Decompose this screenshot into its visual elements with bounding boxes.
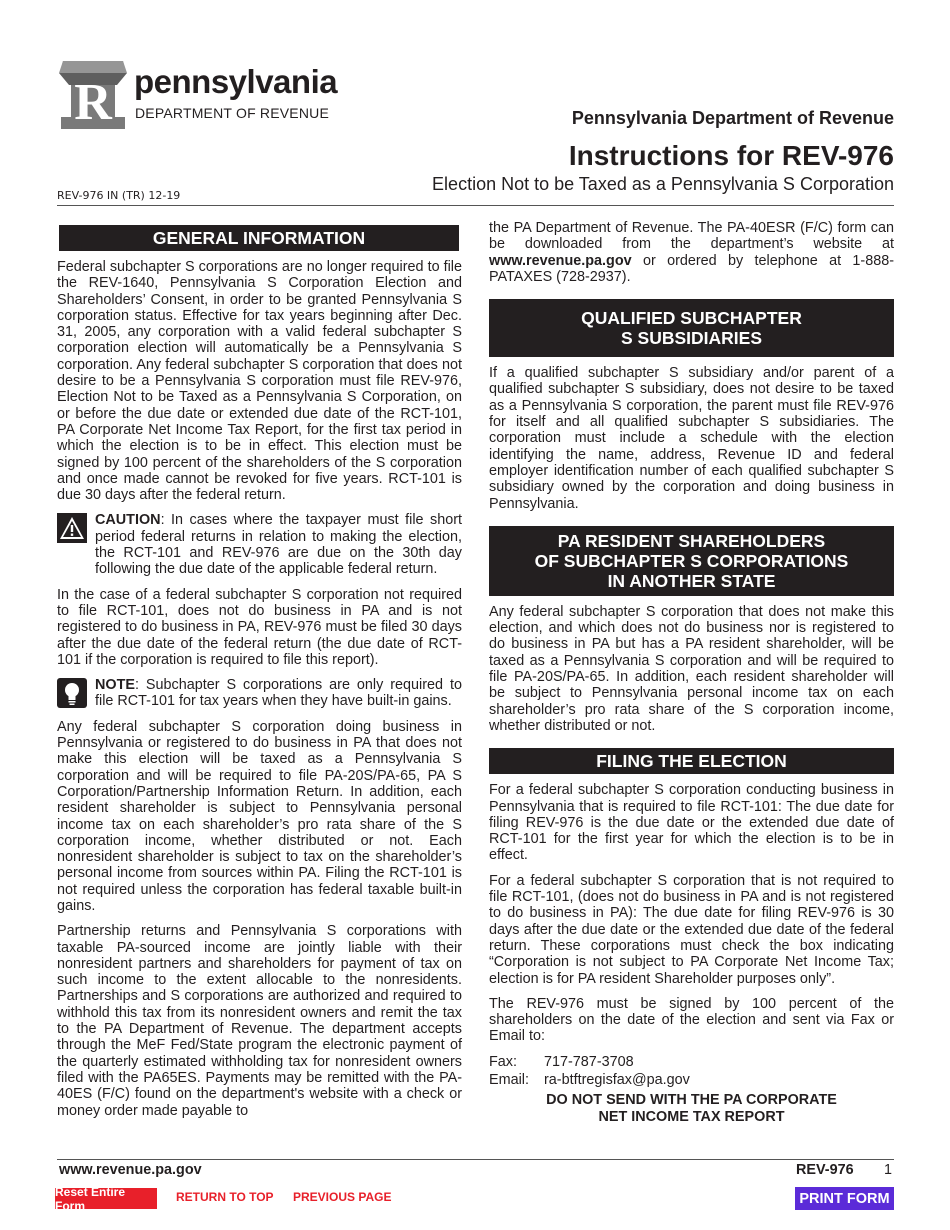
note-label: NOTE	[95, 677, 135, 694]
general-paragraph-4: Partnership returns and Pennsylvania S corporations with taxable PA-sourced income are jointly liable with their nonresident partners and shareholders for payment of tax on such income to the extent allocable to the nonresidents. Partnerships and S corporations are authorized and required to withhold this tax from its nonresident owners and remit the tax to the PA Department of Revenue. The department accepts through the MeF Fed/State program the electronic payment of the quarterly estimated withholding tax for nonresident owners filed with the PA65ES. Payments may be remitted with the PA-40ES (F/C) found on the department's website with a check or money order made payable to	[57, 923, 462, 1119]
left-column	[57, 225, 462, 1128]
general-paragraph-2: In the case of a federal subchapter S corporation not required to file RCT-101, does not do business in PA and is not registered to do business in PA, REV-976 must be filed 30 days after the due date of the federal return (the due date of RCT-101 if the corporation is required to file this report).	[57, 586, 462, 668]
keystone-icon	[57, 59, 129, 131]
previous-page-button[interactable]: PREVIOUS PAGE	[293, 1190, 392, 1204]
general-information-heading: GENERAL INFORMATION	[59, 225, 459, 251]
page-title: Instructions for REV-976	[568, 140, 894, 171]
pa-resident-shareholders-heading: PA RESIDENT SHAREHOLDERS OF SUBCHAPTER S CORPORATIONS IN ANOTHER STATE	[489, 526, 894, 596]
return-to-top-button[interactable]: RETURN TO TOP	[176, 1190, 274, 1204]
email-line: Email: ra-btftregisfax@pa.gov	[489, 1071, 690, 1088]
department-name: Pennsylvania Department of Revenue	[571, 108, 894, 128]
fax-line: Fax: 717-787-3708	[489, 1053, 634, 1070]
footer-website: www.revenue.pa.gov	[59, 1162, 202, 1178]
footer-divider	[57, 1159, 894, 1160]
filing-paragraph-1: For a federal subchapter S corporation conducting business in Pennsylvania that is required to file RCT-101: The due date for filing REV-976 is the due date or the extended due date of RCT-101 for the first year for which the election is to be in effect.	[489, 782, 894, 864]
fax-number: 717-787-3708	[544, 1053, 634, 1070]
revenue-website-link[interactable]: www.revenue.pa.gov	[489, 252, 632, 269]
footer-form-number: REV-976	[796, 1162, 854, 1178]
qualified-subsidiaries-heading: QUALIFIED SUBCHAPTER S SUBSIDIARIES	[489, 299, 894, 357]
reset-form-button[interactable]: Reset Entire Form	[55, 1188, 157, 1209]
filing-paragraph-2: For a federal subchapter S corporation that is not required to file RCT-101, (does not do business in PA and is not registered to do business in PA): The due date for filing REV-976 is 30 days after the due date or the extended due date of the federal return. These corporations must check the box indicating “Corporation is not subject to PA Corporate Net Income Tax; election is for PA resident Shareholder purposes only”.	[489, 872, 894, 987]
warning-triangle-icon	[57, 513, 87, 543]
email-address[interactable]: ra-btftregisfax@pa.gov	[544, 1071, 690, 1088]
do-not-send-notice: DO NOT SEND WITH THE PA CORPORATE NET INCOME TAX REPORT	[546, 1092, 837, 1125]
logo-wordmark: pennsylvania	[134, 63, 338, 100]
footer-page-number: 1	[884, 1162, 893, 1178]
right-column	[489, 220, 894, 1125]
general-paragraph-3: Any federal subchapter S corporation doing business in Pennsylvania or registered to do business in PA that does not make this election will be taxed as a Pennsylvania S corporation and will be required to file PA-20S/PA-65, PA S Corporation/Partnership Information Return. In addition, each resident shareholder is subject to Pennsylvania personal income tax on each shareholder’s pro rata share of the S corporation income, whether distributed or not. Each nonresident shareholder is subject to tax on the shareholder’s personal income from sources within PA. Filing the RCT-101 is not required unless the corporation has federal taxable built-in gains.	[57, 718, 462, 914]
qualified-subsidiaries-paragraph: If a qualified subchapter S subsidiary and/or parent of a qualified subchapter S subsidiary, does not desire to be taxed as a Pennsylvania S corporation, the parent must file REV-976 for itself and all qualified subchapter S subsidiaries. The corporation must include a schedule with the election identifying the name, address, Revenue ID and federal employer identification number of each qualified subchapter S subsidiary owned by the corporation and doing business in Pennsylvania.	[489, 365, 894, 512]
header-divider	[57, 205, 894, 206]
caution-callout	[57, 512, 462, 577]
caution-text: : In cases where the taxpayer must file short period federal returns in relation to making the election, the RCT-101 and REV-976 are due on the 30th day following the due date of the applicable federal return.	[95, 512, 462, 578]
general-paragraph-4-continued: the PA Department of Revenue. The PA-40ESR (F/C) form can be downloaded from the department’s website at www.revenue.pa.gov or ordered by telephone at 1-888-PATAXES (728-2937).	[489, 220, 894, 285]
filing-the-election-heading: FILING THE ELECTION	[489, 748, 894, 774]
page-subtitle: Election Not to be Taxed as a Pennsylvania S Corporation	[432, 174, 894, 194]
svg-text:R: R	[74, 74, 112, 131]
logo-department: DEPARTMENT OF REVENUE	[135, 105, 330, 121]
filing-paragraph-3: The REV-976 must be signed by 100 percent of the shareholders on the date of the election and sent via Fax or Email to:	[489, 995, 894, 1045]
lightbulb-icon	[57, 678, 87, 708]
caution-label: CAUTION	[95, 512, 161, 529]
note-text: : Subchapter S corporations are only required to file RCT-101 for tax years when they have built-in gains.	[95, 677, 462, 710]
general-paragraph-1: Federal subchapter S corporations are no longer required to file the REV-1640, Pennsylvania S Corporation Election and Shareholders’ Consent, in order to be granted Pennsylvania S corporation status. Effective for tax years beginning after Dec. 31, 2005, any corporation with a valid federal subchapter S corporation election will automatically be a Pennsylvania S corporation. Any federal subchapter S corporation that does not desire to be a Pennsylvania S corporation must file REV-976, Election Not to be Taxed as a Pennsylvania S Corporation, on or before the due date or extended due date of the RCT-101, PA Corporate Net Income Tax Report, for the first tax period in which the election is to be in effect. This election must be signed by 100 percent of the shareholders of the S corporation and once made cannot be revoked for five years. RCT-101 is due 30 days after the federal return.	[57, 259, 462, 504]
print-form-button[interactable]: PRINT FORM	[795, 1187, 894, 1210]
form-code: REV-976 IN (TR) 12-19	[57, 189, 181, 202]
note-callout	[57, 677, 462, 710]
pa-resident-shareholders-paragraph: Any federal subchapter S corporation that does not make this election, and which does not do business nor is registered to do business in PA but has a PA resident shareholder, will be taxed as a Pennsylvania S corporation and will be required to file PA-20S/PA-65. In addition, each resident shareholder will be subject to Pennsylvania personal income tax on each shareholder’s pro rata share of the S corporation income, whether distributed or not.	[489, 603, 894, 734]
pa-revenue-logo	[57, 59, 337, 131]
